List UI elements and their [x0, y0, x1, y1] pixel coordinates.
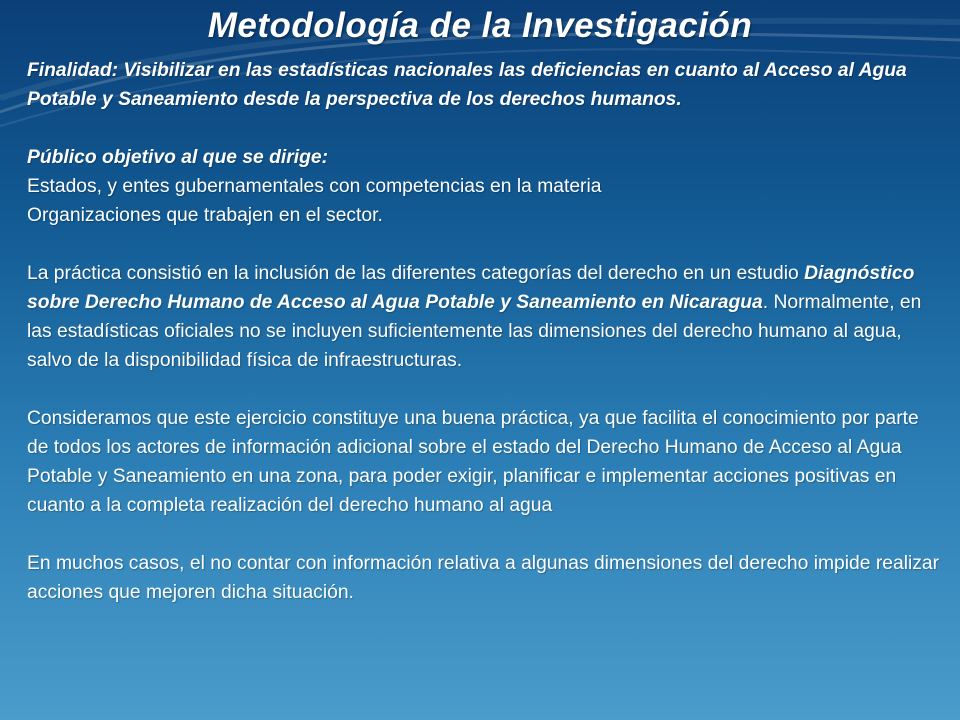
conclusion-paragraph: En muchos casos, el no contar con información relativa a algunas dimensiones del derecho impide realizar acciones que mejoren dicha situación.: [27, 553, 940, 603]
practica-text: La práctica consistió en la inclusión de las diferentes categorías del derecho en un estudio: [27, 263, 805, 284]
slide-title: Metodología de la Investigación: [207, 6, 753, 45]
publico-item: Organizaciones que trabajen en el sector.: [27, 205, 383, 226]
consideramos-paragraph: Consideramos que este ejercicio constituye una buena práctica, ya que facilita el conocimiento por parte de todos los actores de información adicional sobre el estado del Derecho Humano de Acceso al Agua Potable y Saneamiento en una zona, para poder exigir, planificar e implementar acciones positivas en cuanto a la completa realización del derecho humano al agua: [27, 408, 919, 516]
finalidad-paragraph: Finalidad: Visibilizar en las estadísticas nacionales las deficiencias en cuanto al Acceso al Agua Potable y Saneamiento desde la perspectiva de los derechos humanos.: [27, 60, 907, 110]
slide-body: [27, 56, 940, 607]
study-title: Diagnóstico sobre Derecho Humano de Acceso al Agua Potable y Saneamiento en Nicaragua: [27, 263, 915, 313]
publico-item: Estados, y entes gubernamentales con competencias en la materia: [27, 176, 602, 197]
practica-paragraph: [27, 259, 940, 375]
publico-heading: Público objetivo al que se dirige:: [27, 147, 329, 168]
practica-text: . Normalmente, en las estadísticas oficiales no se incluyen suficientemente las dimensiones del derecho humano al agua, salvo de la disponibilidad física de infraestructuras.: [27, 292, 922, 371]
